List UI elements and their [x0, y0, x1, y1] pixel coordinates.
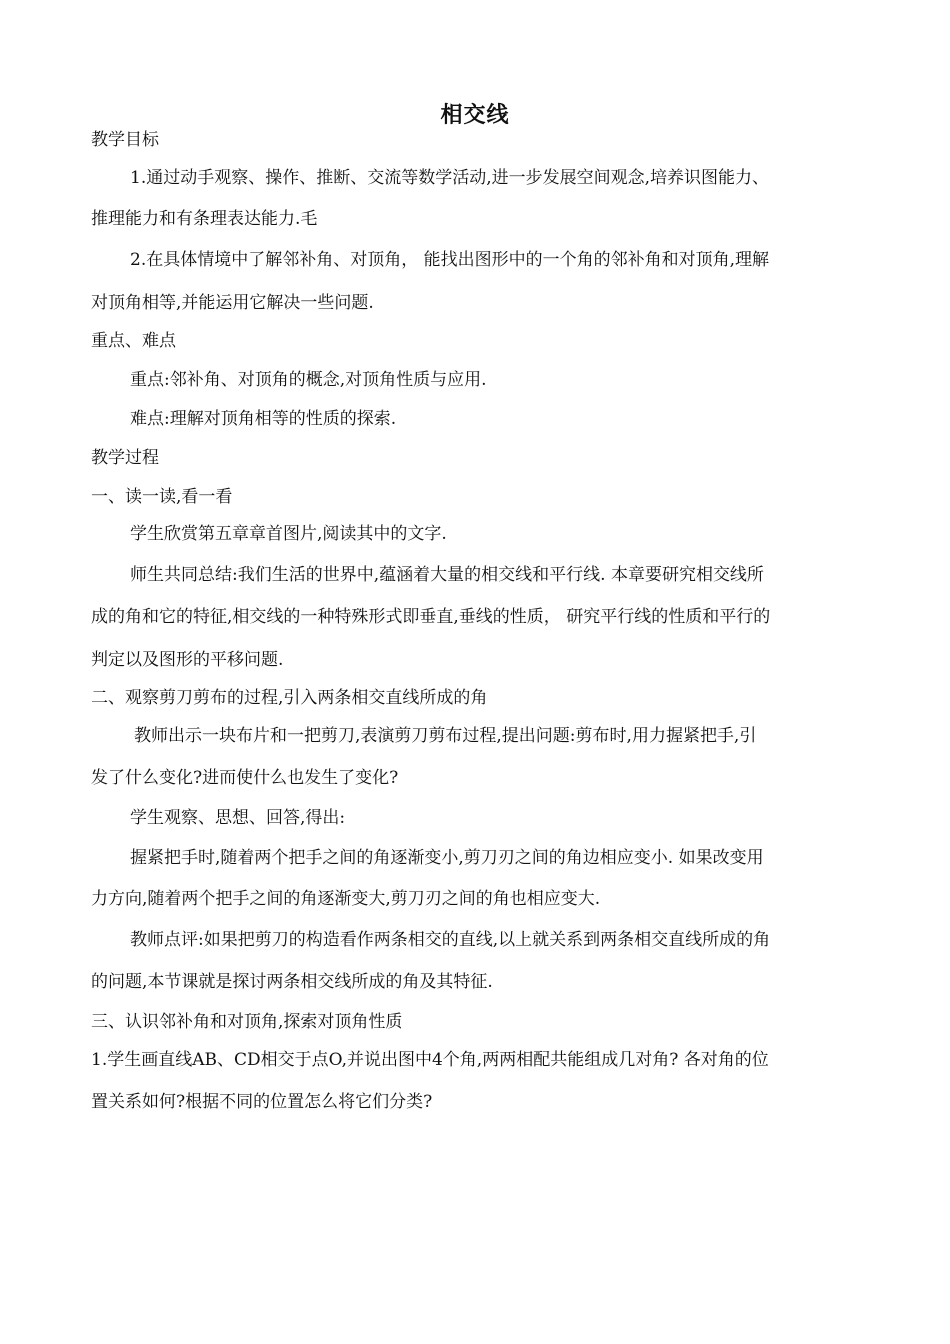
section-heading: 一、读一读,看一看: [91, 487, 233, 507]
paragraph-line: 判定以及图形的平移问题.: [91, 650, 284, 670]
paragraph-line: 对顶角相等,并能运用它解决一些问题.: [91, 293, 374, 313]
paragraph-line: 握紧把手时,随着两个把手之间的角逐渐变小,剪刀刃之间的角边相应变小. 如果改变用: [130, 848, 764, 868]
paragraph-line: 1.通过动手观察、操作、推断、交流等数学活动,进一步发展空间观念,培养识图能力、: [130, 168, 770, 188]
paragraph-line: 重点:邻补角、对顶角的概念,对顶角性质与应用.: [130, 370, 487, 390]
paragraph-line: 2.在具体情境中了解邻补角、对顶角， 能找出图形中的一个角的邻补角和对顶角,理解: [130, 250, 770, 270]
paragraph-line: 教师点评:如果把剪刀的构造看作两条相交的直线,以上就关系到两条相交直线所成的角: [130, 930, 771, 950]
paragraph-line: 学生欣赏第五章章首图片,阅读其中的文字.: [130, 524, 447, 544]
paragraph-line: 置关系如何?根据不同的位置怎么将它们分类?: [91, 1092, 433, 1112]
paragraph-line: 难点:理解对顶角相等的性质的探索.: [130, 409, 397, 429]
page-title: 相交线: [440, 103, 510, 128]
objectives-heading: 教学目标: [91, 130, 159, 150]
paragraph-line: 师生共同总结:我们生活的世界中,蕴涵着大量的相交线和平行线. 本章要研究相交线所: [130, 565, 764, 585]
paragraph-line: 力方向,随着两个把手之间的角逐渐变大,剪刀刃之间的角也相应变大.: [91, 889, 601, 909]
paragraph-line: 推理能力和有条理表达能力.毛: [91, 209, 318, 229]
paragraph-line: 成的角和它的特征,相交线的一种特殊形式即垂直,垂线的性质， 研究平行线的性质和平行的: [91, 607, 771, 627]
section-heading: 二、观察剪刀剪布的过程,引入两条相交直线所成的角: [91, 688, 488, 708]
keypoints-heading: 重点、难点: [91, 331, 176, 351]
paragraph-line: 教师出示一块布片和一把剪刀,表演剪刀剪布过程,提出问题:剪布时,用力握紧把手,引: [134, 726, 757, 746]
paragraph-line: 学生观察、思想、回答,得出:: [130, 808, 346, 828]
paragraph-line: 的问题,本节课就是探讨两条相交线所成的角及其特征.: [91, 972, 493, 992]
section-heading: 三、认识邻补角和对顶角,探索对顶角性质: [91, 1012, 403, 1032]
paragraph-line: 1.学生画直线AB、CD相交于点O,并说出图中4个角,两两相配共能组成几对角? 各对角的位: [91, 1050, 769, 1070]
process-heading: 教学过程: [91, 448, 159, 468]
paragraph-line: 发了什么变化?进而使什么也发生了变化?: [91, 768, 399, 788]
